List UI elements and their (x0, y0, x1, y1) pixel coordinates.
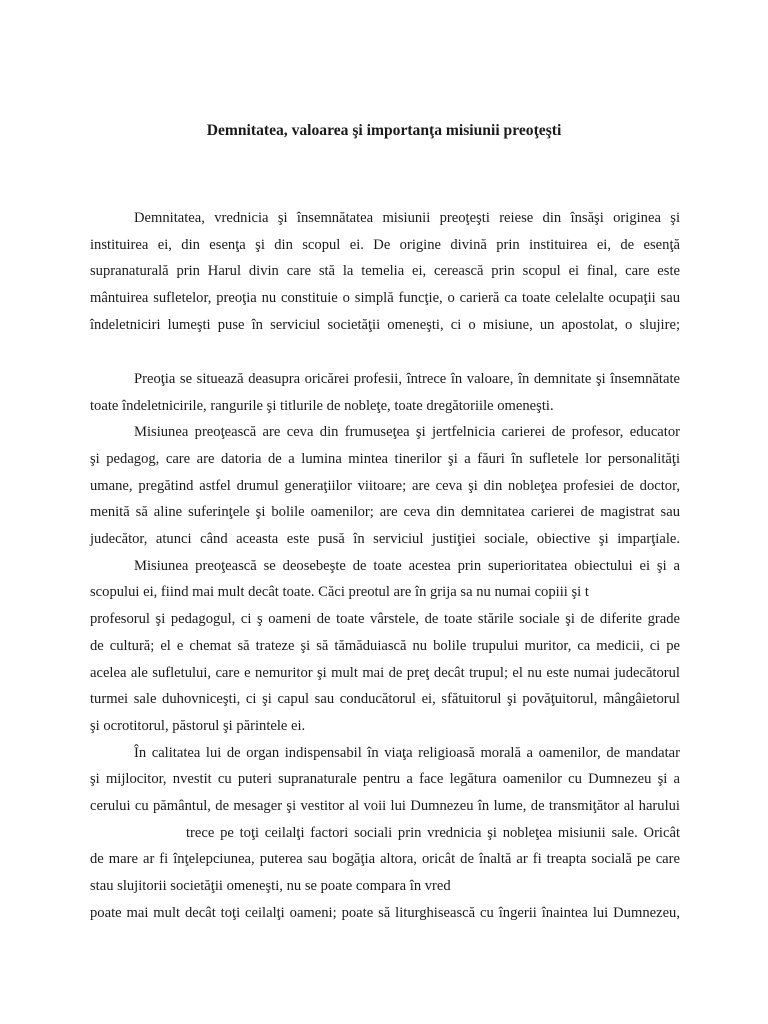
text-line: Demnitatea, vrednicia şi însemnătatea misiunii preoţeşti reiese din însăşi originea şi (134, 210, 680, 226)
text-line: În calitatea lui de organ indispensabil în viaţa religioasă morală a oamenilor, de mandatar (134, 745, 680, 761)
text-line: Misiunea preoţească are ceva din frumuseţea şi jertfelnicia carierei de profesor, educator (134, 424, 680, 440)
text-line: Preoţia se situează deasupra oricărei profesii, întrece în valoare, în demnitate şi însemnătate (134, 371, 680, 387)
text-line: mântuirea sufletelor, preoţia nu constituie o simplă funcţie, o carieră ca toate celelalte ocupaţii sau (90, 290, 680, 306)
text-line: stau slujitorii societăţii omeneşti, nu se poate compara în vred (90, 878, 451, 894)
text-line: şi mijlocitor, nvestit cu puteri supranaturale pentru a face legătura oamenilor cu Dumnezeu şi a (90, 771, 680, 787)
text-line: de mare ar fi înţelepciunea, puterea sau bogăţia altora, oricât de înaltă ar fi treapta socială pe care (90, 851, 680, 867)
text-line: Misiunea preoţească se deosebeşte de toate acestea prin superioritatea obiectului ei şi a (134, 558, 680, 574)
text-line: şi ocrotitorul, păstorul şi părintele ei. (90, 718, 306, 734)
text-line: poate mai mult decât toţi ceilalţi oameni; poate să liturghisească cu îngerii înaintea lui Dumnezeu, (90, 905, 680, 921)
text-line: de cultură; el e chemat să trateze şi să tămăduiască nu bolile trupului muritor, ca medicii, ci pe (90, 638, 680, 654)
text-line: şi pedagog, care are datoria de a lumina mintea tinerilor şi a făuri în sufletele lor personalităţi (90, 451, 680, 467)
text-line: menită să aline suferinţele şi bolile oamenilor; are ceva din demnitatea carierei de magistrat sau (90, 504, 680, 520)
text-line: umane, pregătind astfel drumul generaţiilor viitoare; are ceva şi din nobleţea profesiei de doctor, (90, 478, 680, 494)
text-line: instituirea ei, din esenţa şi din scopul ei. De origine divină prin instituirea ei, de esenţă (90, 237, 680, 253)
text-line: scopului ei, fiind mai mult decât toate. Căci preotul are în grija sa nu numai copiii şi t (90, 584, 589, 600)
text-line: acelea ale sufletului, care e nemuritor şi mult mai de preţ decât trupul; el nu este numai judecătorul (90, 665, 680, 681)
text-line: trece pe toţi ceilalţi factori sociali prin vrednicia şi nobleţea misiunii sale. Oricât (186, 825, 680, 841)
text-line: turmei sale duhovniceşti, ci şi capul sau conducătorul ei, sfătuitorul şi povăţuitorul, mângâietorul (90, 691, 680, 707)
text-line: îndeletniciri lumeşti puse în serviciul societăţii omeneşti, ci o misiune, un apostolat, o slujire; (90, 317, 680, 333)
document-title: Demnitatea, valoarea şi importanţa misiunii preoţeşti (206, 122, 562, 139)
text-line: judecător, atunci când aceasta este pusă în serviciul justiţiei sociale, obiective şi imparţiale. (90, 531, 680, 547)
text-line: supranaturală prin Harul divin care stă la temelia ei, cerească prin scopul ei final, care este (90, 263, 680, 279)
text-line: cerului cu pământul, de mesager şi vestitor al voii lui Dumnezeu în lume, de transmiţător al harului (90, 798, 680, 814)
text-line: toate îndeletnicirile, rangurile şi titlurile de nobleţe, toate dregătoriile omeneşti. (90, 398, 554, 414)
text-line: profesorul şi pedagogul, ci ş oameni de toate vârstele, de toate stările sociale şi de diferite grade (90, 611, 680, 627)
